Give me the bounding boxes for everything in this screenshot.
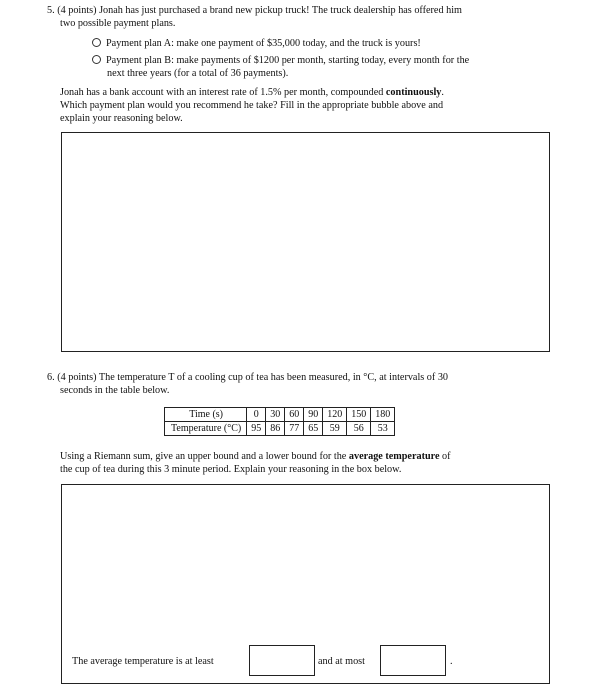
q5-para-line1-bold: continuously [385, 87, 442, 98]
option-a-label: Payment plan A: make one payment of $35,000 today, and the truck is yours! [106, 38, 421, 49]
q6-para-line1-bold: average temperature [348, 451, 440, 462]
table-cell-time: 180 [371, 408, 395, 422]
table-cell-temperature: 77 [285, 422, 304, 436]
q6-paragraph-line1 [60, 450, 451, 463]
average-answer-suffix: . [450, 656, 453, 667]
q5-number: 5. [47, 5, 55, 16]
option-b-radio[interactable] [92, 55, 101, 64]
q6-header-line [47, 371, 448, 384]
average-answer-prefix: The average temperature is at least [72, 656, 214, 667]
table-cell-time: 150 [347, 408, 371, 422]
q5-paragraph-line2: Which payment plan would you recommend he take? Fill in the appropriate bubble above and [60, 100, 444, 111]
q5-text-line2: two possible payment plans. [60, 18, 176, 29]
q6-text-line1: The temperature T of a cooling cup of tea has been measured, in °C, at intervals of 30 [98, 372, 449, 383]
average-answer-middle: and at most [318, 656, 365, 667]
table-cell-temperature: 95 [247, 422, 266, 436]
table-cell-temperature: 56 [347, 422, 371, 436]
q5-answer-box[interactable] [61, 132, 550, 352]
table-cell-time: 90 [304, 408, 323, 422]
q6-para-line1-post: of [439, 451, 451, 462]
upper-bound-input[interactable] [380, 645, 446, 676]
option-b-label-line1: Payment plan B: make payments of $1200 per month, starting today, every month for the [106, 55, 470, 66]
q5-text-line1: Jonah has just purchased a brand new pickup truck! The truck dealership has offered him [99, 5, 462, 16]
q6-text-line2: seconds in the table below. [60, 385, 170, 396]
q5-para-line1-pre: Jonah has a bank account with an interest rate of 1.5% per month, compounded [60, 87, 386, 98]
temperature-table [164, 407, 395, 436]
option-b-label-line2: next three years (for a total of 36 payments). [107, 68, 289, 79]
table-row-label-temperature: Temperature (°C) [165, 422, 247, 436]
lower-bound-input[interactable] [249, 645, 315, 676]
q6-number: 6. [47, 372, 55, 383]
table-cell-time: 120 [323, 408, 347, 422]
table-cell-temperature: 59 [323, 422, 347, 436]
table-row-label-time: Time (s) [165, 408, 247, 422]
q5-option-b[interactable] [92, 54, 469, 67]
q5-option-a[interactable] [92, 37, 421, 50]
table-cell-temperature: 65 [304, 422, 323, 436]
q5-points: (4 points) [57, 5, 97, 16]
table-cell-time: 30 [266, 408, 285, 422]
q5-para-line1-post: . [441, 87, 444, 98]
table-cell-time: 0 [247, 408, 266, 422]
q6-para-line1-pre: Using a Riemann sum, give an upper bound and a lower bound for the [60, 451, 349, 462]
table-cell-time: 60 [285, 408, 304, 422]
q5-header-line [47, 4, 462, 17]
table-row-time [165, 408, 395, 422]
q5-paragraph-line1 [60, 86, 444, 99]
q6-points: (4 points) [57, 372, 97, 383]
option-a-radio[interactable] [92, 38, 101, 47]
table-cell-temperature: 86 [266, 422, 285, 436]
table-row-temperature [165, 422, 395, 436]
q6-paragraph-line2: the cup of tea during this 3 minute period. Explain your reasoning in the box below. [60, 464, 402, 475]
table-cell-temperature: 53 [371, 422, 395, 436]
q5-paragraph-line3: explain your reasoning below. [60, 113, 183, 124]
